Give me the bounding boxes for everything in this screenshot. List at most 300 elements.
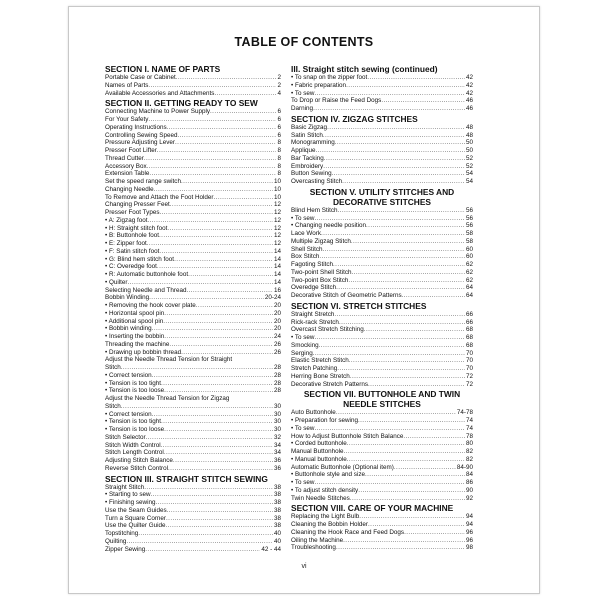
toc-entry bbox=[105, 116, 281, 124]
toc-entry-label: Decorative Stitch of Geometric Patterns bbox=[291, 292, 402, 299]
dot-leader bbox=[164, 449, 273, 457]
dot-leader bbox=[145, 546, 260, 554]
dot-leader bbox=[381, 97, 465, 105]
dot-leader bbox=[151, 491, 273, 499]
toc-entry-label: Applique bbox=[291, 147, 316, 154]
dot-leader bbox=[163, 318, 273, 326]
dot-leader bbox=[394, 464, 456, 472]
toc-entry-page: 8 bbox=[277, 147, 281, 154]
toc-entry-label: Available Accessories and Attachments bbox=[105, 89, 215, 97]
toc-entry-page: 38 bbox=[273, 483, 281, 491]
dot-leader bbox=[154, 186, 273, 194]
toc-entry-label: • Preparation for sewing bbox=[291, 417, 358, 424]
toc-entry-page: 82 bbox=[465, 448, 473, 455]
toc-entry bbox=[105, 426, 281, 434]
dot-leader bbox=[336, 409, 456, 417]
dot-leader bbox=[334, 311, 465, 319]
toc-entry-page: 84-90 bbox=[456, 463, 473, 471]
toc-entry-label: Names of Parts bbox=[105, 81, 149, 89]
dot-leader bbox=[352, 269, 465, 277]
toc-entry-page: 66 bbox=[465, 310, 473, 318]
toc-entry bbox=[105, 507, 281, 515]
toc-entry-label: Bobbin Winding bbox=[105, 294, 150, 302]
toc-entry-label: Serging bbox=[291, 349, 313, 357]
toc-right-column bbox=[291, 63, 473, 552]
dot-leader bbox=[121, 364, 273, 372]
toc-entry bbox=[291, 319, 473, 327]
toc-entry-page: 84 bbox=[465, 471, 473, 479]
dot-leader bbox=[159, 209, 273, 217]
toc-entry-page: 30 bbox=[273, 418, 281, 426]
toc-entry bbox=[105, 465, 281, 473]
toc-entry-label: Bar Tacking bbox=[291, 154, 324, 162]
toc-entry-label: Portable Case or Cabinet bbox=[105, 74, 176, 81]
dot-leader bbox=[350, 373, 465, 381]
dot-leader bbox=[159, 248, 273, 256]
toc-entry-label: Accessory Box bbox=[105, 162, 147, 170]
dot-leader bbox=[149, 294, 264, 302]
toc-entry-label: Stitch Selector bbox=[105, 433, 146, 441]
toc-entry-page: 38 bbox=[273, 514, 281, 522]
dot-leader bbox=[343, 537, 465, 545]
toc-entry-label: Box Stitch bbox=[291, 253, 320, 261]
toc-entry-page: 74-78 bbox=[456, 409, 473, 417]
toc-entry-page: 30 bbox=[273, 410, 281, 418]
toc-entry-label: Thread Cutter bbox=[105, 154, 144, 162]
toc-entry-page: 8 bbox=[277, 139, 281, 147]
toc-entry-page: 62 bbox=[465, 276, 473, 284]
toc-entry bbox=[105, 82, 281, 90]
toc-entry-label: Decorative Stretch Patterns bbox=[291, 380, 368, 388]
toc-entry bbox=[105, 387, 281, 395]
toc-entry-label: • To adjust stitch density bbox=[291, 486, 359, 494]
dot-leader bbox=[147, 163, 277, 171]
dot-leader bbox=[210, 108, 276, 116]
toc-entry-label: Changing Needle bbox=[105, 185, 154, 193]
dot-leader bbox=[342, 178, 465, 186]
toc-entry-page: 24 bbox=[273, 333, 281, 340]
toc-entry bbox=[291, 292, 473, 300]
toc-entry-page: 56 bbox=[465, 214, 473, 222]
toc-entry-label: • Correct tension bbox=[105, 371, 152, 379]
toc-entry-label: Twin Needle Stitches bbox=[291, 494, 350, 502]
toc-entry-label: Quilting bbox=[105, 537, 127, 545]
toc-entry-page: 14 bbox=[273, 271, 281, 278]
toc-entry bbox=[105, 232, 281, 240]
dot-leader bbox=[368, 381, 465, 389]
toc-entry-page: 14 bbox=[273, 255, 281, 263]
toc-entry-label: Oiling the Machine bbox=[291, 536, 344, 544]
section-heading: SECTION VII. BUTTONHOLE AND TWIN bbox=[303, 389, 461, 400]
toc-entry-page: 56 bbox=[465, 206, 473, 214]
toc-entry-label: Reverse Stitch Control bbox=[105, 464, 168, 472]
toc-entry-label: Topstitching bbox=[105, 530, 139, 537]
toc-entry bbox=[105, 294, 281, 302]
manual-page bbox=[68, 6, 540, 594]
dot-leader bbox=[146, 434, 273, 442]
toc-entry bbox=[105, 209, 281, 217]
page-number: vi bbox=[301, 563, 307, 570]
toc-entry bbox=[105, 449, 281, 457]
toc-entry-page: 64 bbox=[465, 284, 473, 292]
toc-entry-page: 28 bbox=[273, 371, 281, 379]
toc-entry bbox=[291, 537, 473, 545]
toc-entry-page: 10 bbox=[273, 178, 281, 185]
toc-entry-label: • Tension is too tight bbox=[105, 418, 161, 426]
dot-leader bbox=[156, 499, 273, 507]
toc-entry bbox=[291, 82, 473, 90]
toc-entry bbox=[291, 163, 473, 171]
toc-entry-label: Rick-rack Stretch bbox=[291, 318, 339, 326]
toc-entry-page: 86 bbox=[465, 479, 473, 486]
dot-leader bbox=[164, 426, 273, 434]
toc-entry-label: Blind Hem Stitch bbox=[291, 206, 338, 214]
dot-leader bbox=[332, 170, 465, 178]
dot-leader bbox=[169, 341, 273, 349]
toc-entry-page: 14 bbox=[273, 247, 281, 255]
toc-entry bbox=[291, 97, 473, 105]
toc-entry bbox=[291, 147, 473, 155]
toc-entry-label: • To snap on the zipper foot bbox=[291, 74, 368, 81]
toc-entry-label: • Correct tension bbox=[105, 410, 152, 418]
toc-entry bbox=[291, 105, 473, 113]
dot-leader bbox=[339, 319, 465, 327]
toc-entry bbox=[105, 155, 281, 163]
toc-entry-label: • To sew bbox=[291, 89, 315, 97]
dot-leader bbox=[316, 147, 465, 155]
toc-entry-label: • Horizontal spool pin bbox=[105, 309, 165, 317]
toc-entry-page: 52 bbox=[465, 154, 473, 162]
toc-entry-label: For Your Safety bbox=[105, 116, 149, 123]
toc-entry bbox=[105, 287, 281, 295]
toc-entry-page: 48 bbox=[465, 123, 473, 131]
dot-leader bbox=[404, 529, 465, 537]
toc-entry-page: 96 bbox=[465, 528, 473, 536]
toc-entry bbox=[291, 479, 473, 487]
dot-leader bbox=[164, 387, 273, 395]
toc-entry bbox=[291, 381, 473, 389]
dot-leader bbox=[144, 484, 273, 492]
toc-entry bbox=[105, 364, 281, 372]
toc-entry-label: Turn a Square Corner bbox=[105, 514, 167, 522]
toc-entry bbox=[105, 484, 281, 492]
dot-leader bbox=[121, 403, 273, 411]
toc-entry-page: 82 bbox=[465, 455, 473, 463]
toc-entry-page: 34 bbox=[273, 449, 281, 457]
dot-leader bbox=[159, 232, 273, 240]
toc-entry bbox=[291, 409, 473, 417]
toc-entry-label: Replacing the Light Bulb bbox=[291, 513, 360, 521]
toc-entry-page: 20 bbox=[273, 317, 281, 325]
toc-entry-label: Adjusting Stitch Balance bbox=[105, 457, 173, 464]
dot-leader bbox=[347, 440, 465, 448]
dot-leader bbox=[149, 170, 276, 178]
toc-entry bbox=[291, 132, 473, 140]
toc-entry bbox=[105, 170, 281, 178]
toc-entry bbox=[291, 139, 473, 147]
dot-leader bbox=[144, 155, 277, 163]
dot-leader bbox=[327, 124, 465, 132]
dot-leader bbox=[126, 538, 273, 546]
toc-entry-label: Satin Stitch bbox=[291, 131, 323, 139]
toc-entry bbox=[291, 521, 473, 529]
toc-entry-label: • Finishing sewing bbox=[105, 499, 156, 506]
toc-entry-page: 30 bbox=[273, 402, 281, 410]
toc-entry bbox=[291, 246, 473, 254]
toc-entry-page: 40 bbox=[273, 537, 281, 545]
toc-entry bbox=[291, 350, 473, 358]
toc-entry-label: Presser Foot Types bbox=[105, 209, 160, 216]
toc-entry bbox=[291, 544, 473, 552]
toc-entry-page: 20 bbox=[273, 302, 281, 309]
toc-entry-page: 42 - 44 bbox=[261, 545, 281, 553]
toc-entry-page: 34 bbox=[273, 441, 281, 449]
toc-entry-page: 10 bbox=[273, 193, 281, 201]
toc-entry-page: 14 bbox=[273, 263, 281, 271]
toc-entry-label: • Bobbin winding bbox=[105, 325, 152, 333]
toc-entry-page: 6 bbox=[277, 116, 281, 123]
toc-entry-label: Cleaning the Bobbin Holder bbox=[291, 521, 369, 528]
toc-entry-page: 58 bbox=[465, 230, 473, 237]
toc-entry-page: 8 bbox=[277, 162, 281, 170]
toc-entry-page: 12 bbox=[273, 240, 281, 247]
dot-leader bbox=[214, 194, 273, 202]
toc-entry-page: 8 bbox=[277, 154, 281, 162]
dot-leader bbox=[323, 246, 465, 254]
toc-entry-page: 12 bbox=[273, 201, 281, 209]
toc-entry-label: Troubleshooting bbox=[291, 544, 336, 552]
dot-leader bbox=[188, 271, 273, 279]
dot-leader bbox=[319, 253, 465, 261]
toc-entry bbox=[105, 380, 281, 388]
dot-leader bbox=[314, 90, 465, 98]
toc-entry-page: 62 bbox=[465, 268, 473, 276]
dot-leader bbox=[349, 357, 465, 365]
toc-entry-label: Herring Bone Stretch bbox=[291, 372, 350, 380]
dot-leader bbox=[173, 457, 273, 465]
dot-leader bbox=[358, 487, 465, 495]
dot-leader bbox=[168, 465, 273, 473]
toc-entry bbox=[291, 253, 473, 261]
dot-leader bbox=[174, 256, 273, 264]
toc-entry-label: Fagoting Stitch bbox=[291, 261, 334, 268]
dot-leader bbox=[333, 261, 465, 269]
toc-entry-page: 60 bbox=[465, 245, 473, 253]
toc-entry bbox=[291, 261, 473, 269]
dot-leader bbox=[152, 325, 273, 333]
dot-leader bbox=[161, 380, 273, 388]
dot-leader bbox=[166, 515, 273, 523]
toc-entry-page: 42 bbox=[465, 74, 473, 81]
toc-entry-label: • A: Zigzag foot bbox=[105, 216, 148, 224]
toc-entry-page: 66 bbox=[465, 318, 473, 326]
toc-entry-label: • R: Automatic buttonhole foot bbox=[105, 271, 189, 278]
toc-left-column bbox=[105, 63, 281, 553]
dot-leader bbox=[128, 279, 273, 287]
toc-entry bbox=[105, 491, 281, 499]
toc-entry bbox=[291, 334, 473, 342]
toc-entry-label: • Manual buttonhole bbox=[291, 455, 347, 463]
toc-entry bbox=[105, 418, 281, 426]
toc-entry-label: Button Sewing bbox=[291, 170, 332, 178]
dot-leader bbox=[314, 425, 465, 433]
toc-entry-page: 38 bbox=[273, 506, 281, 514]
dot-leader bbox=[335, 139, 465, 147]
toc-entry-text: Adjust the Needle Thread Tension for Zigzag bbox=[105, 395, 230, 402]
toc-entry-label: Cleaning the Hook Race and Feed Dogs bbox=[291, 528, 405, 536]
toc-entry-page: 78 bbox=[465, 432, 473, 440]
dot-leader bbox=[336, 544, 465, 552]
dot-leader bbox=[314, 215, 465, 223]
toc-entry-label: To Remove and Attach the Foot Holder bbox=[105, 193, 214, 201]
toc-entry-page: 36 bbox=[273, 457, 281, 464]
toc-entry bbox=[105, 499, 281, 507]
toc-entry bbox=[291, 456, 473, 464]
dot-leader bbox=[338, 207, 465, 215]
toc-entry bbox=[105, 225, 281, 233]
toc-entry-label: Stretch Patching bbox=[291, 365, 338, 372]
toc-entry-label: • To sew bbox=[291, 479, 315, 486]
toc-entry-label: Presser Foot Lifter bbox=[105, 147, 157, 154]
toc-entry-label: Controlling Sewing Speed bbox=[105, 131, 178, 139]
toc-entry-label: Use the Seam Guides bbox=[105, 506, 167, 514]
dot-leader bbox=[176, 74, 277, 82]
toc-entry-page: 94 bbox=[465, 521, 473, 528]
toc-entry bbox=[105, 139, 281, 147]
toc-entry-label: Multiple Zigzag Stitch bbox=[291, 237, 351, 245]
toc-entry-page: 12 bbox=[273, 209, 281, 216]
toc-entry bbox=[291, 178, 473, 186]
dot-leader bbox=[214, 90, 276, 98]
toc-entry-page: 46 bbox=[465, 105, 473, 112]
toc-entry-label: • Fabric preparation bbox=[291, 81, 347, 89]
toc-entry bbox=[105, 457, 281, 465]
toc-entry bbox=[291, 326, 473, 334]
toc-entry bbox=[105, 310, 281, 318]
toc-entry-page: 70 bbox=[465, 357, 473, 365]
toc-entry-page: 68 bbox=[465, 341, 473, 349]
toc-entry bbox=[105, 194, 281, 202]
toc-entry-label: • E: Zipper foot bbox=[105, 240, 147, 247]
toc-entry-label: To Drop or Raise the Feed Dogs bbox=[291, 97, 382, 105]
toc-entry-label: Basic Zigzag bbox=[291, 123, 328, 131]
toc-entry-label: Stitch bbox=[105, 364, 121, 371]
toc-entry-page: 62 bbox=[465, 261, 473, 268]
toc-entry-page: 72 bbox=[465, 380, 473, 388]
toc-entry-page: 54 bbox=[465, 170, 473, 178]
toc-entry-page: 98 bbox=[465, 544, 473, 552]
dot-leader bbox=[152, 372, 273, 380]
toc-entry bbox=[105, 240, 281, 248]
toc-entry bbox=[291, 448, 473, 456]
toc-entry-page: 28 bbox=[273, 364, 281, 371]
toc-entry-page: 60 bbox=[465, 253, 473, 261]
toc-entry-page: 68 bbox=[465, 334, 473, 341]
section-heading: III. Straight stitch sewing (continued) bbox=[291, 64, 438, 74]
toc-entry bbox=[105, 442, 281, 450]
toc-entry bbox=[291, 365, 473, 373]
dot-leader bbox=[177, 132, 276, 140]
section-heading: SECTION VI. STRETCH STITCHES bbox=[291, 300, 427, 311]
toc-entry bbox=[291, 222, 473, 230]
toc-entry-label: Elastic Stretch Stitch bbox=[291, 357, 349, 365]
toc-entry-label: Extension Table bbox=[105, 170, 150, 178]
toc-entry bbox=[105, 147, 281, 155]
toc-entry bbox=[105, 279, 281, 287]
dot-leader bbox=[152, 411, 273, 419]
dot-leader bbox=[403, 433, 465, 441]
toc-entry-label: • Inserting the bobbin bbox=[105, 333, 165, 340]
toc-entry bbox=[105, 411, 281, 419]
toc-entry bbox=[105, 108, 281, 116]
toc-entry bbox=[291, 433, 473, 441]
toc-entry-page: 54 bbox=[465, 178, 473, 185]
dot-leader bbox=[161, 418, 273, 426]
dot-leader bbox=[161, 442, 273, 450]
toc-entry-label: • To sew bbox=[291, 424, 315, 432]
toc-entry-label: Straight Stretch bbox=[291, 310, 335, 318]
toc-entry-label: • C: Overedge foot bbox=[105, 263, 157, 271]
toc-entry-label: Lace Work bbox=[291, 230, 321, 237]
toc-entry bbox=[105, 403, 281, 411]
toc-entry bbox=[105, 372, 281, 380]
toc-entry bbox=[291, 124, 473, 132]
toc-entry-label: • Corded buttonhole bbox=[291, 440, 347, 448]
toc-entry-page: 6 bbox=[277, 131, 281, 139]
dot-leader bbox=[164, 310, 273, 318]
toc-entry-page: 2 bbox=[277, 74, 281, 81]
toc-entry-page: 14 bbox=[273, 278, 281, 286]
toc-entry-page: 90 bbox=[465, 486, 473, 494]
toc-entry bbox=[291, 155, 473, 163]
toc-entry-label: Smocking bbox=[291, 341, 319, 349]
dot-leader bbox=[167, 225, 273, 233]
dot-leader bbox=[147, 240, 273, 248]
toc-entry-page: 38 bbox=[273, 491, 281, 499]
toc-entry-page: 10 bbox=[273, 185, 281, 193]
toc-entry-label: Changing Presser Feet bbox=[105, 201, 170, 209]
dot-leader bbox=[157, 263, 273, 271]
toc-entry-label: • Starting to sew bbox=[105, 491, 151, 499]
toc-entry-page: 68 bbox=[465, 326, 473, 334]
dot-leader bbox=[313, 350, 465, 358]
toc-entry-label: • Quilter bbox=[105, 278, 128, 286]
toc-entry-label: • To sew bbox=[291, 334, 315, 341]
toc-entry-label: • Drawing up bobbin thread bbox=[105, 348, 182, 356]
toc-entry-page: 26 bbox=[273, 340, 281, 348]
toc-entry bbox=[105, 333, 281, 341]
toc-entry-label: • H: Straight stitch foot bbox=[105, 224, 168, 232]
section-heading: SECTION III. STRAIGHT STITCH SEWING bbox=[105, 473, 268, 484]
dot-leader bbox=[181, 349, 273, 357]
toc-entry bbox=[291, 284, 473, 292]
toc-entry bbox=[105, 271, 281, 279]
toc-entry-page: 50 bbox=[465, 139, 473, 147]
toc-entry-label: • Buttonhole style and size bbox=[291, 471, 365, 479]
dot-leader bbox=[348, 277, 465, 285]
dot-leader bbox=[186, 287, 273, 295]
toc-entry-label: • Changing needle position bbox=[291, 222, 367, 230]
dot-leader bbox=[313, 105, 465, 113]
dot-leader bbox=[323, 132, 465, 140]
toc-entry-label: • Tension is too tight bbox=[105, 379, 161, 387]
toc-entry-label: Connecting Machine to Power Supply bbox=[105, 108, 211, 116]
toc-entry bbox=[291, 471, 473, 479]
toc-entry bbox=[291, 269, 473, 277]
toc-entry-page: 64 bbox=[465, 292, 473, 299]
toc-entry-label: • B: Buttonhole foot bbox=[105, 232, 160, 240]
dot-leader bbox=[350, 495, 465, 503]
